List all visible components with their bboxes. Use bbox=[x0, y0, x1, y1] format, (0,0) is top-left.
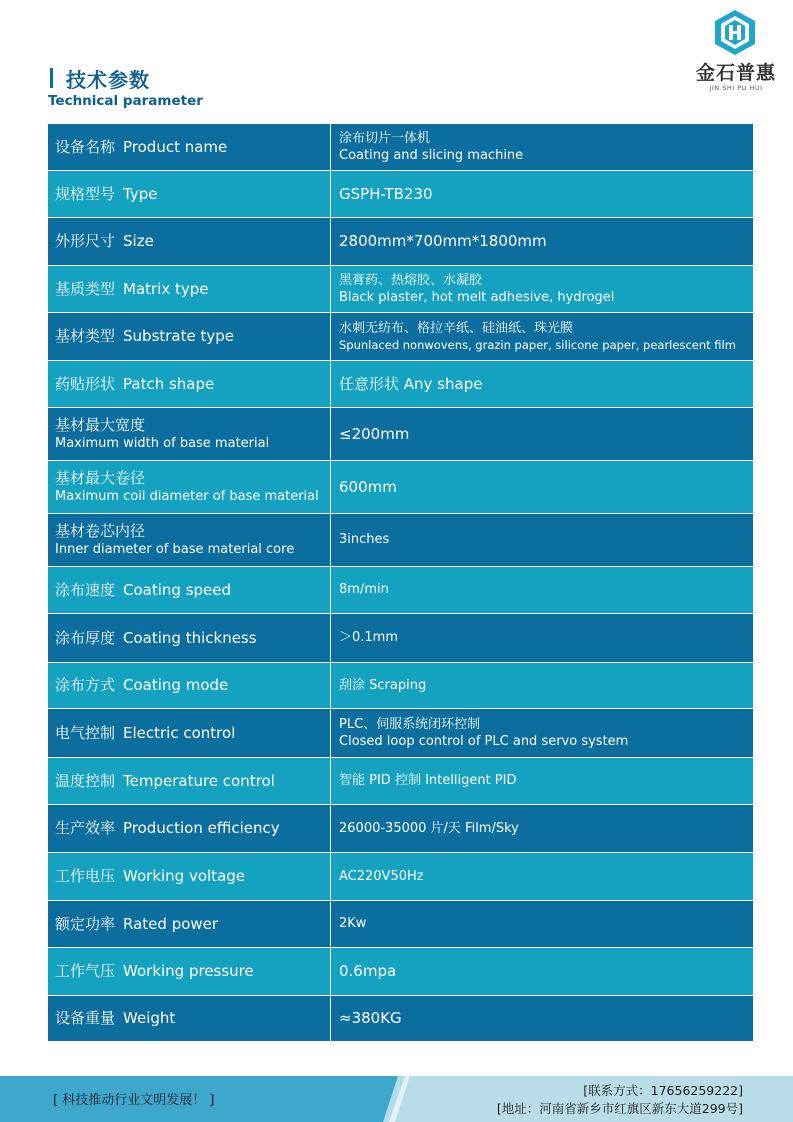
param-value-cell bbox=[331, 853, 753, 900]
param-value-cell bbox=[331, 663, 753, 708]
param-label-cell bbox=[48, 266, 331, 312]
table-row bbox=[48, 171, 753, 218]
param-label-en: Substrate type bbox=[123, 327, 235, 345]
param-value-cell bbox=[331, 948, 753, 995]
param-value: Black plaster, hot melt adhesive, hydrogel bbox=[339, 290, 615, 305]
table-row bbox=[48, 805, 753, 853]
param-label-en: Electric control bbox=[123, 723, 236, 742]
table-row bbox=[48, 567, 753, 614]
param-label-en: Size bbox=[123, 232, 154, 250]
param-label-en: Temperature control bbox=[123, 771, 275, 790]
param-value: 600mm bbox=[339, 477, 397, 496]
param-label-en: Coating mode bbox=[123, 676, 229, 694]
table-row bbox=[48, 853, 753, 901]
param-value: 2800mm*700mm*1800mm bbox=[339, 232, 547, 250]
company-logo bbox=[686, 8, 786, 92]
table-row bbox=[48, 514, 753, 567]
param-value-cell bbox=[331, 461, 753, 513]
param-label-en: Inner diameter of base material core bbox=[55, 542, 295, 557]
param-label bbox=[55, 327, 330, 346]
param-label bbox=[55, 280, 330, 299]
param-label-cell bbox=[48, 567, 331, 613]
param-label-cn: 基材类型 bbox=[55, 327, 116, 345]
param-label-cn: 设备名称 bbox=[55, 137, 116, 156]
param-value-cell bbox=[331, 218, 753, 265]
param-label-cell bbox=[48, 461, 331, 513]
table-row bbox=[48, 266, 753, 313]
page-subtitle: Technical parameter bbox=[48, 93, 203, 109]
table-row bbox=[48, 124, 753, 171]
param-label bbox=[55, 185, 330, 204]
footer-slogan: [ 科技推动行业文明发展！ ] bbox=[53, 1093, 215, 1108]
param-label bbox=[55, 1009, 330, 1028]
footer-address: [地址：河南省新乡市红旗区新东大道299号] bbox=[496, 1101, 743, 1116]
param-value-cell bbox=[331, 614, 753, 662]
param-label-cn: 外形尺寸 bbox=[55, 232, 116, 250]
param-value: 涂布切片一体机 bbox=[339, 131, 431, 146]
param-label bbox=[55, 375, 330, 394]
param-label-en: Patch shape bbox=[123, 374, 215, 393]
param-label-cell bbox=[48, 408, 331, 460]
param-value-cell bbox=[331, 514, 753, 566]
param-label-cn: 基材最大卷径 bbox=[55, 469, 146, 487]
param-label bbox=[55, 138, 330, 157]
param-label-cn: 电气控制 bbox=[55, 723, 116, 742]
param-label-cell bbox=[48, 663, 331, 708]
param-value: 智能 PID 控制 Intelligent PID bbox=[339, 773, 517, 788]
param-label-en: Matrix type bbox=[123, 279, 209, 298]
param-value: ≈380KG bbox=[339, 1009, 402, 1027]
param-value: 26000-35000 片/天 Film/Sky bbox=[339, 820, 519, 836]
param-label bbox=[55, 772, 330, 791]
param-value: ≤200mm bbox=[339, 424, 410, 443]
param-label-cn: 温度控制 bbox=[55, 771, 116, 790]
table-row bbox=[48, 663, 753, 709]
footer-contact-block bbox=[497, 1082, 743, 1118]
param-label-cell bbox=[48, 171, 331, 217]
param-label-cn: 药贴形状 bbox=[55, 374, 116, 393]
param-value-cell bbox=[331, 567, 753, 613]
param-label-cn: 涂布方式 bbox=[55, 676, 116, 694]
param-label-cn: 基质类型 bbox=[55, 279, 116, 298]
param-value-cell bbox=[331, 124, 753, 170]
param-value: AC220V50Hz bbox=[339, 868, 424, 884]
logo-english: JIN SHI PU HUI bbox=[709, 84, 763, 92]
param-label bbox=[55, 581, 330, 600]
param-label-cell bbox=[48, 614, 331, 662]
param-label-cell bbox=[48, 124, 331, 170]
param-label bbox=[55, 629, 330, 648]
page-title: 技术参数 bbox=[66, 68, 150, 92]
param-value: PLC、伺服系统闭环控制 bbox=[339, 717, 481, 732]
table-row bbox=[48, 948, 753, 996]
logo-hexagon-icon bbox=[712, 8, 758, 56]
logo-name: 金石普惠 bbox=[695, 62, 776, 84]
table-row bbox=[48, 461, 753, 514]
param-value: Closed loop control of PLC and servo system bbox=[339, 734, 629, 749]
param-label bbox=[55, 232, 330, 251]
param-value-cell bbox=[331, 805, 753, 852]
param-label-cn: 规格型号 bbox=[55, 184, 116, 203]
param-label-cn: 生产效率 bbox=[55, 819, 116, 837]
param-value: Coating and slicing machine bbox=[339, 148, 524, 163]
param-value: 2Kw bbox=[339, 916, 367, 931]
param-label-en: Type bbox=[123, 184, 158, 203]
param-label-en: Working voltage bbox=[123, 867, 246, 885]
param-value: 0.6mpa bbox=[339, 962, 397, 980]
param-label-en: Production efficiency bbox=[123, 819, 280, 837]
param-label bbox=[55, 915, 330, 934]
param-label-cell bbox=[48, 853, 331, 900]
param-value: ＞0.1mm bbox=[339, 630, 399, 645]
title-accent-bar bbox=[50, 68, 53, 88]
param-label-en: Maximum coil diameter of base material bbox=[55, 489, 319, 504]
param-label-cell bbox=[48, 901, 331, 947]
param-label-cn: 涂布速度 bbox=[55, 580, 116, 599]
param-label-cn: 设备重量 bbox=[55, 1009, 116, 1027]
param-value-cell bbox=[331, 996, 753, 1041]
param-value: 刮涂 Scraping bbox=[339, 677, 427, 693]
param-value: Spunlaced nonwovens, grazin paper, silicone paper, pearlescent film bbox=[339, 337, 736, 352]
param-label-en: Working pressure bbox=[123, 962, 254, 980]
param-label-cell bbox=[48, 514, 331, 566]
param-label-cell bbox=[48, 948, 331, 995]
param-label bbox=[55, 724, 330, 743]
param-label bbox=[55, 867, 330, 886]
param-label-cn: 工作气压 bbox=[55, 962, 116, 980]
param-label-en: Coating speed bbox=[123, 580, 232, 599]
param-value-cell bbox=[331, 266, 753, 312]
table-row bbox=[48, 313, 753, 361]
param-label-cell bbox=[48, 313, 331, 360]
param-label-cell bbox=[48, 709, 331, 757]
param-label bbox=[55, 962, 330, 981]
param-label-en: Product name bbox=[123, 137, 228, 156]
param-label-en: Rated power bbox=[123, 914, 219, 933]
param-value-cell bbox=[331, 171, 753, 217]
param-value: 8m/min bbox=[339, 582, 389, 597]
param-label-cn: 额定功率 bbox=[55, 914, 116, 933]
param-label-cell bbox=[48, 996, 331, 1041]
param-value: 3inches bbox=[339, 532, 390, 547]
param-value-cell bbox=[331, 313, 753, 360]
table-row bbox=[48, 758, 753, 805]
table-row bbox=[48, 361, 753, 408]
parameter-table bbox=[48, 123, 753, 1042]
footer-phone: [联系方式：17656259222] bbox=[583, 1083, 743, 1098]
param-label-cn: 涂布厚度 bbox=[55, 628, 116, 647]
param-value-cell bbox=[331, 361, 753, 407]
param-label-en: Maximum width of base material bbox=[55, 436, 270, 451]
param-label-cn: 基材卷芯内径 bbox=[55, 522, 146, 540]
param-label-cell bbox=[48, 805, 331, 852]
param-label bbox=[55, 676, 330, 695]
param-label-cn: 基材最大宽度 bbox=[55, 416, 146, 434]
table-row bbox=[48, 408, 753, 461]
param-value: 任意形状 Any shape bbox=[339, 374, 483, 393]
param-value: 水刺无纺布、格拉辛纸、硅油纸、珠光膜 bbox=[339, 320, 574, 336]
param-value-cell bbox=[331, 758, 753, 804]
param-label-cn: 工作电压 bbox=[55, 867, 116, 885]
param-value-cell bbox=[331, 709, 753, 757]
param-label-cell bbox=[48, 218, 331, 265]
table-row bbox=[48, 218, 753, 266]
param-value-cell bbox=[331, 901, 753, 947]
param-label bbox=[55, 819, 330, 838]
table-row bbox=[48, 996, 753, 1042]
table-row bbox=[48, 709, 753, 758]
table-row bbox=[48, 614, 753, 663]
param-value: GSPH-TB230 bbox=[339, 184, 433, 203]
param-value: 黑膏药、热熔胶、水凝胶 bbox=[339, 273, 483, 288]
param-label-en: Weight bbox=[123, 1009, 176, 1027]
param-label-cell bbox=[48, 758, 331, 804]
param-label-cell bbox=[48, 361, 331, 407]
table-row bbox=[48, 901, 753, 948]
param-label-en: Coating thickness bbox=[123, 628, 257, 647]
param-value-cell bbox=[331, 408, 753, 460]
